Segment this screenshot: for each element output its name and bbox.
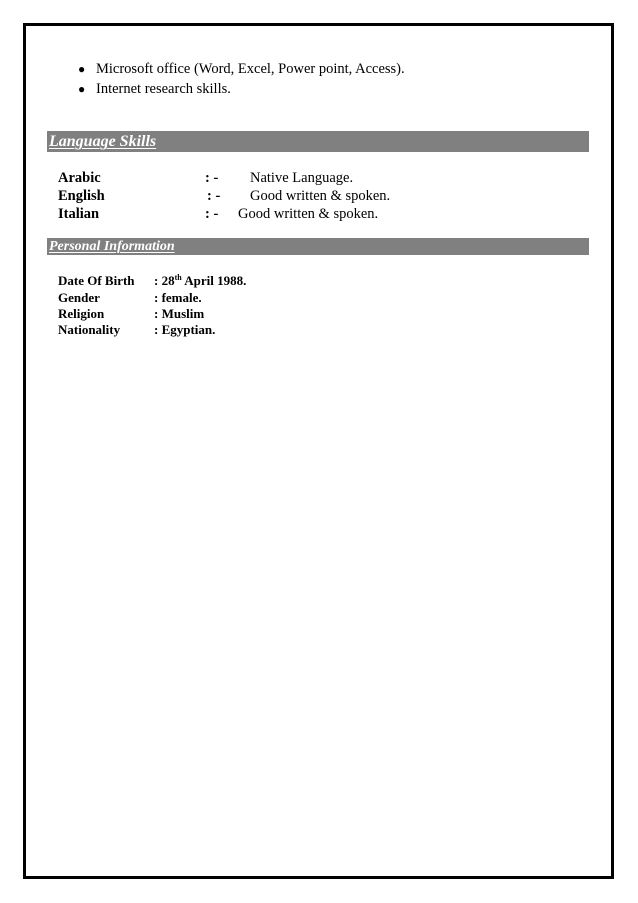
language-label: Arabic <box>58 170 101 186</box>
bullet-icon: ● <box>78 82 86 96</box>
language-level: Good written & spoken. <box>250 188 391 204</box>
separator: : - <box>205 206 219 222</box>
birth-label: Date Of Birth <box>58 273 135 288</box>
language-level: Native Language. <box>250 170 354 186</box>
separator: : - <box>207 188 221 204</box>
language-skills-heading: Language Skills <box>47 131 589 152</box>
skill-text: Microsoft office (Word, Excel, Power point, Access). <box>96 61 405 77</box>
ordinal-suffix: th <box>174 273 182 282</box>
birth-value <box>154 272 246 289</box>
computer-skills-list <box>58 59 405 99</box>
personal-information-heading: Personal Information <box>47 238 589 255</box>
religion-value: : Muslim <box>154 306 205 321</box>
birth-day: : 28 <box>154 273 175 288</box>
religion-label: Religion <box>58 306 105 321</box>
bullet-icon: ● <box>78 62 86 76</box>
birth-month-year: April 1988. <box>181 273 247 288</box>
nationality-label: Nationality <box>58 322 121 337</box>
language-level: Good written & spoken. <box>238 206 379 222</box>
nationality-value: : Egyptian. <box>154 322 216 337</box>
gender-value: : female. <box>154 290 202 305</box>
list-item <box>58 79 405 99</box>
gender-label: Gender <box>58 290 100 305</box>
list-item <box>58 59 405 79</box>
language-label: Italian <box>58 206 100 222</box>
language-label: English <box>58 188 105 204</box>
skill-text: Internet research skills. <box>96 81 231 97</box>
separator: : - <box>205 170 219 186</box>
